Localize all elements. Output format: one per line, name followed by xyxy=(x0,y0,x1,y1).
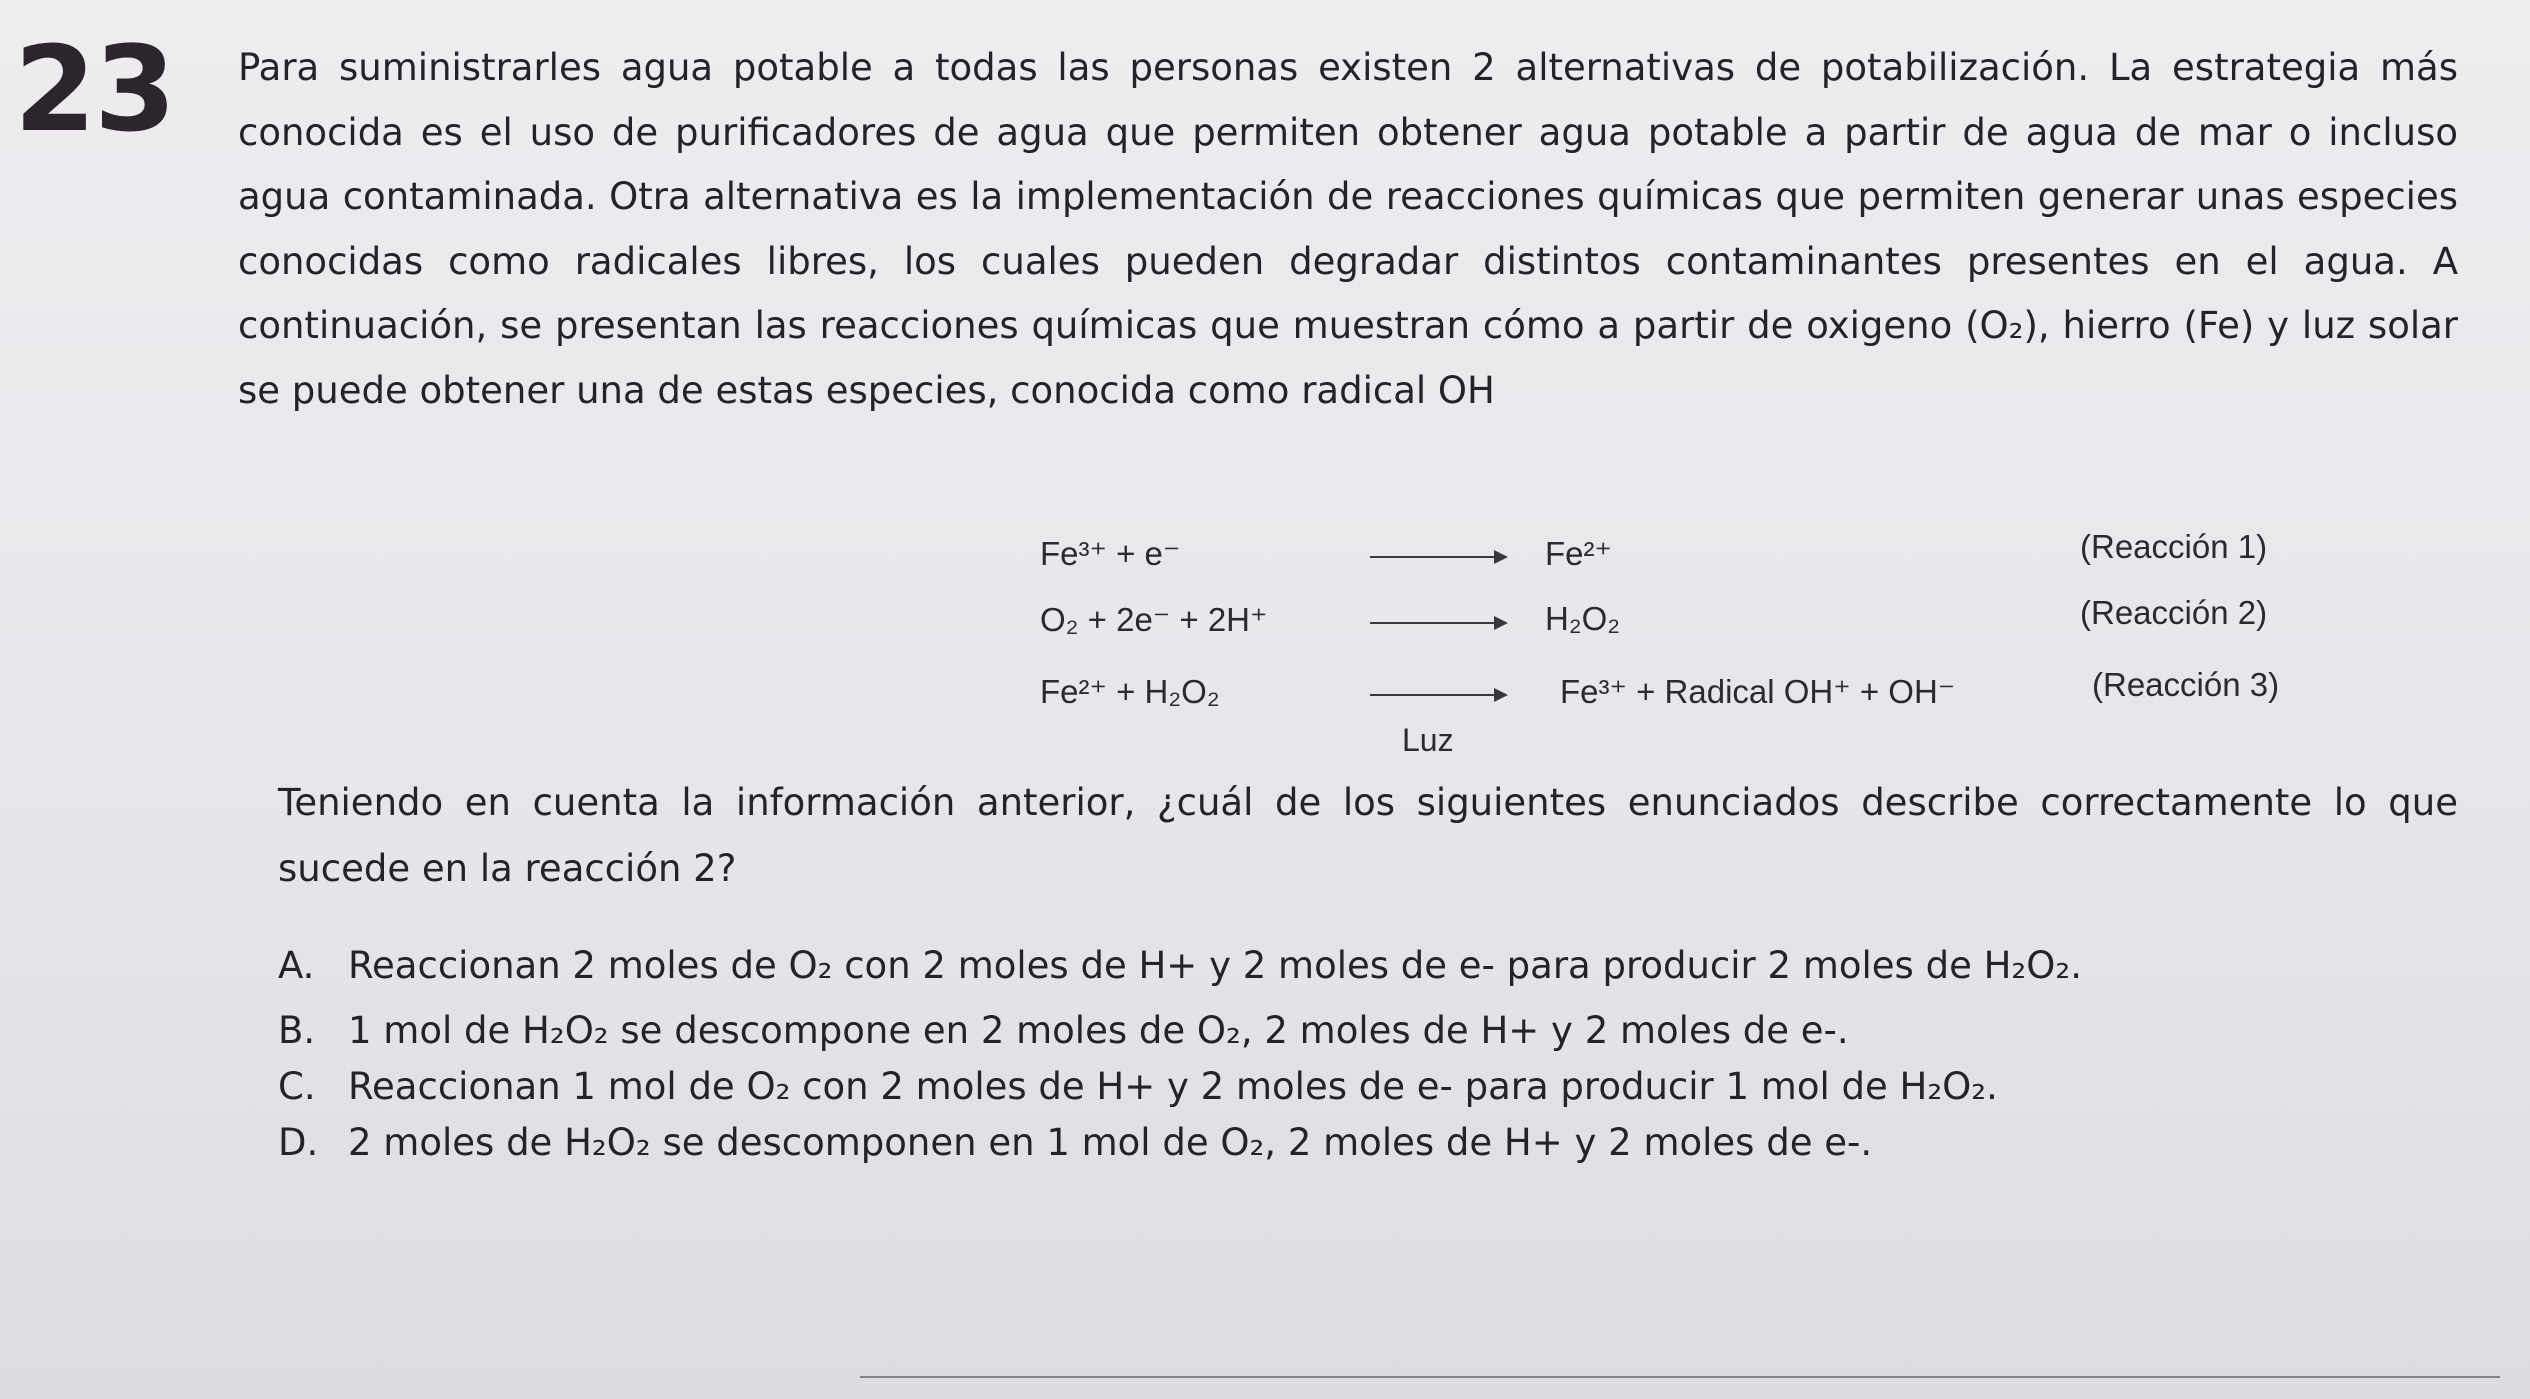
question-number: 23 xyxy=(14,20,175,158)
reaction-2-reactants: O₂ + 2e⁻ + 2H⁺ xyxy=(1040,601,1268,638)
option-a-letter: A. xyxy=(278,944,315,987)
option-d-text: 2 moles de H₂O₂ se descomponen en 1 mol de O₂, 2 moles de H+ y 2 moles de e-. xyxy=(348,1121,1873,1164)
reaction-3 xyxy=(1040,666,2440,772)
option-c-text: Reaccionan 1 mol de O₂ con 2 moles de H+ y 2 moles de e- para producir 1 mol de H₂O₂. xyxy=(348,1065,1998,1108)
option-d[interactable] xyxy=(278,1115,2478,1171)
option-b-letter: B. xyxy=(278,1009,316,1052)
answer-options xyxy=(278,935,2478,1171)
reaction-2-label: (Reacción 2) xyxy=(2080,594,2268,631)
reaction-1 xyxy=(1040,528,2340,584)
reaction-3-products: Fe³⁺ + Radical OH⁺ + OH⁻ xyxy=(1560,673,1956,710)
bottom-divider xyxy=(860,1376,2500,1378)
reaction-3-label: (Reacción 3) xyxy=(2092,666,2280,703)
reaction-1-arrow xyxy=(1370,556,1506,558)
reaction-3-reactants: Fe²⁺ + H₂O₂ xyxy=(1040,673,1220,710)
reaction-1-products: Fe²⁺ xyxy=(1545,535,1612,572)
option-b-text: 1 mol de H₂O₂ se descompone en 2 moles de O₂, 2 moles de H+ y 2 moles de e-. xyxy=(348,1009,1849,1052)
intro-paragraph xyxy=(238,36,2458,423)
option-c-letter: C. xyxy=(278,1065,316,1108)
reaction-3-condition: Luz xyxy=(1402,722,1454,758)
option-d-letter: D. xyxy=(278,1121,319,1164)
reaction-1-label: (Reacción 1) xyxy=(2080,528,2268,565)
reaction-2-products: H₂O₂ xyxy=(1545,600,1621,637)
question-stem xyxy=(278,770,2458,902)
question-text: Teniendo en cuenta la información anterior, ¿cuál de los siguientes enunciados describe correctamente lo que sucede en la reacción 2? xyxy=(278,781,2458,890)
reaction-3-arrow xyxy=(1370,694,1506,696)
reaction-2 xyxy=(1040,594,2340,650)
option-a[interactable] xyxy=(278,935,2478,997)
option-c[interactable] xyxy=(278,1059,2478,1115)
option-b[interactable] xyxy=(278,1003,2478,1059)
reaction-1-reactants: Fe³⁺ + e⁻ xyxy=(1040,535,1181,572)
option-a-text: Reaccionan 2 moles de O₂ con 2 moles de H+ y 2 moles de e- para producir 2 moles de H₂O₂. xyxy=(348,944,2082,987)
intro-text: Para suministrarles agua potable a todas las personas existen 2 alternativas de potabilización. La estrategia más conocida es el uso de purificadores de agua que permiten obtener agua potable a partir de agua de mar o incluso agua contaminada. Otra alternativa es la implementación de reacciones químicas que permiten generar unas especies conocidas como radicales libres, los cuales pueden degradar distintos contaminantes presentes en el agua. A continuación, se presentan las reacciones químicas que muestran cómo a partir de oxigeno (O₂), hierro (Fe) y luz solar se puede obtener una de estas especies, conocida como radical OH xyxy=(238,46,2458,412)
reaction-2-arrow xyxy=(1370,622,1506,624)
